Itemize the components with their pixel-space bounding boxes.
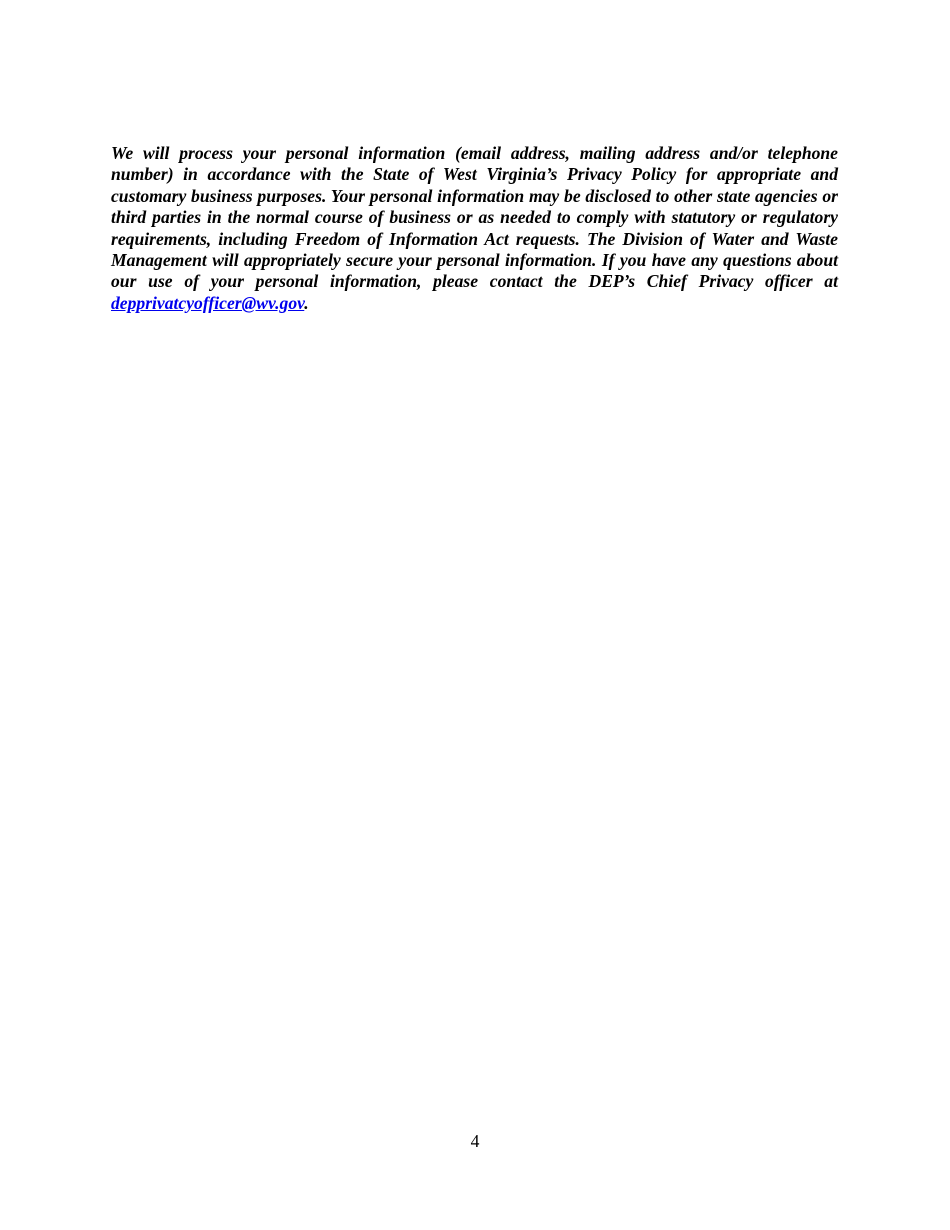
privacy-notice-trailing-period: . xyxy=(304,292,309,313)
privacy-notice-paragraph xyxy=(111,143,838,314)
privacy-notice-text: We will process your personal information (email address, mailing address and/or telephone number) in accordance with the State of West Virginia’s Privacy Policy for appropriate and customary business purposes. Your personal information may be disclosed to other state agencies or third parties in the normal course of business or as needed to comply with statutory or regulatory requirements, including Freedom of Information Act requests. The Division of Water and Waste Management will appropriately secure your personal information. If you have any questions about our use of your personal information, please contact the DEP’s Chief Privacy officer at xyxy=(111,143,838,292)
page-number: 4 xyxy=(470,1131,480,1151)
privacy-officer-email-link[interactable]: depprivatcyofficer@wv.gov xyxy=(111,292,305,313)
